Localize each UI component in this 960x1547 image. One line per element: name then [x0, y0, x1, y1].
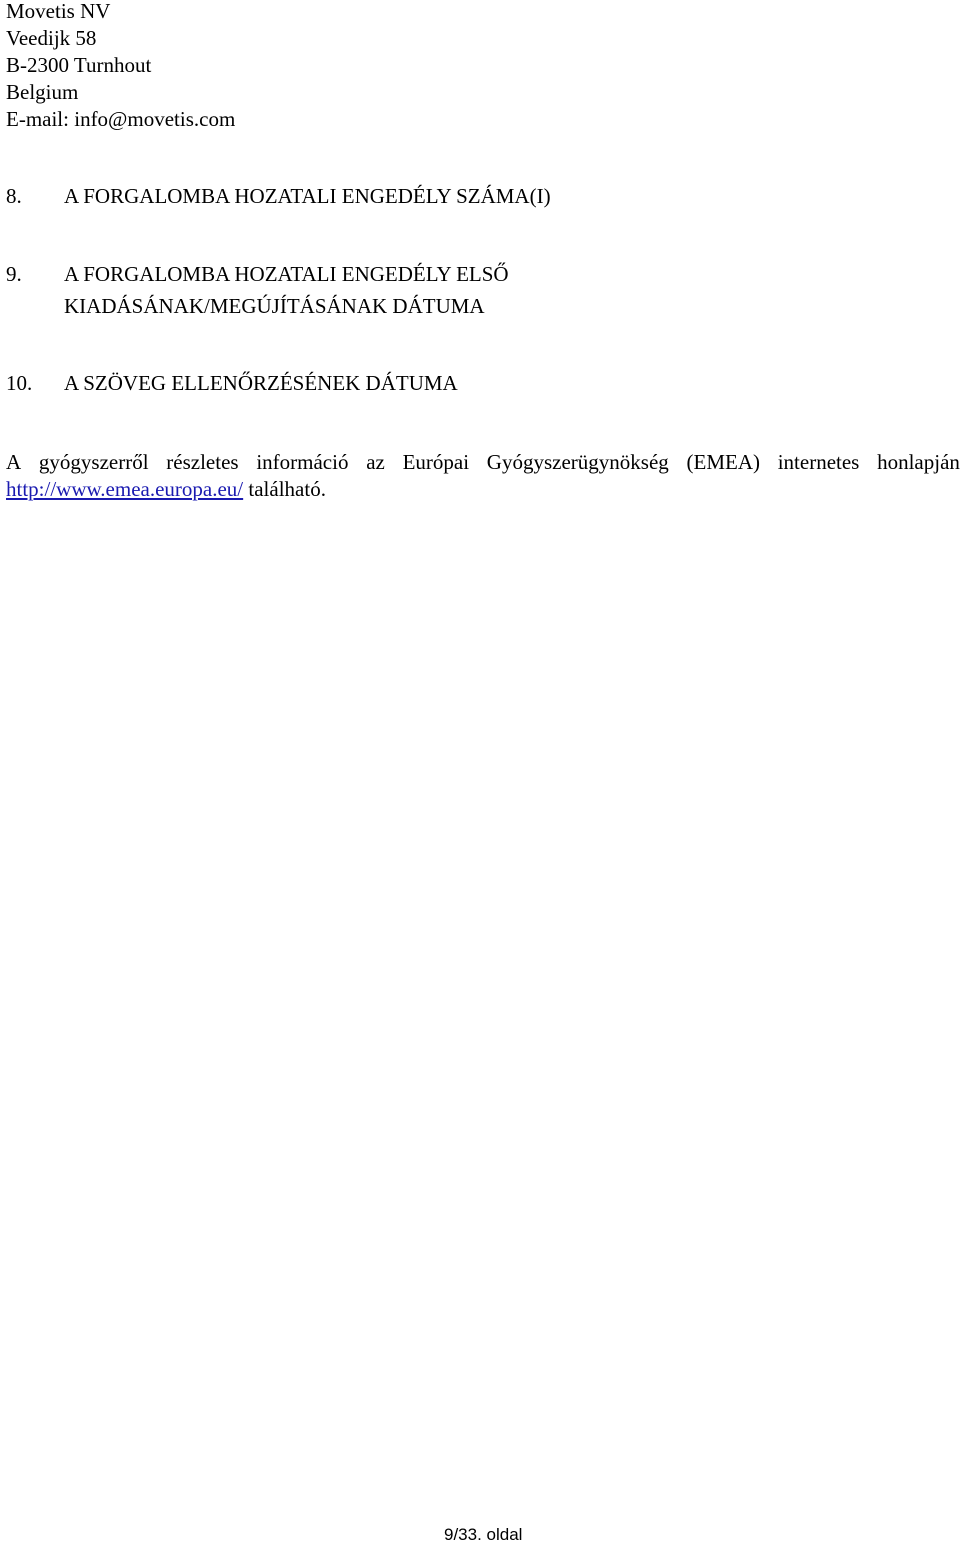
city-postcode: B-2300 Turnhout — [6, 53, 152, 77]
info-word: Európai — [402, 450, 470, 474]
country: Belgium — [6, 80, 79, 104]
emea-website-link[interactable]: http://www.emea.europa.eu/ — [6, 477, 244, 501]
info-word: A — [6, 450, 22, 474]
section-9-title-line1: A FORGALOMBA HOZATALI ENGEDÉLY ELSŐ — [64, 262, 509, 286]
section-9 — [6, 258, 509, 322]
page-number: 9/33. oldal — [444, 1525, 523, 1544]
section-9-title-line2: KIADÁSÁNAK/MEGÚJÍTÁSÁNAK DÁTUMA — [64, 294, 485, 318]
info-word: gyógyszerről — [38, 450, 149, 474]
company-name: Movetis NV — [6, 0, 111, 23]
info-word: honlapján — [877, 450, 960, 474]
section-10-number: 10. — [6, 371, 33, 395]
section-9-number: 9. — [6, 262, 22, 286]
info-word: az — [366, 450, 385, 474]
info-word: részletes — [166, 450, 239, 474]
info-word: Gyógyszerügynökség — [486, 450, 669, 474]
section-8 — [6, 180, 551, 212]
info-paragraph — [6, 449, 960, 503]
email: E-mail: info@movetis.com — [6, 107, 236, 131]
info-word: internetes — [777, 450, 860, 474]
section-10 — [6, 367, 458, 399]
info-line1 — [6, 449, 960, 476]
section-10-title: A SZÖVEG ELLENŐRZÉSÉNEK DÁTUMA — [64, 371, 458, 395]
info-line2 — [6, 476, 960, 503]
section-8-title: A FORGALOMBA HOZATALI ENGEDÉLY SZÁMA(I) — [64, 184, 551, 208]
address-block — [6, 0, 235, 133]
section-8-number: 8. — [6, 184, 22, 208]
info-word: információ — [256, 450, 349, 474]
info-suffix: található. — [243, 477, 326, 501]
street-address: Veedijk 58 — [6, 26, 97, 50]
info-word: (EMEA) — [686, 450, 760, 474]
